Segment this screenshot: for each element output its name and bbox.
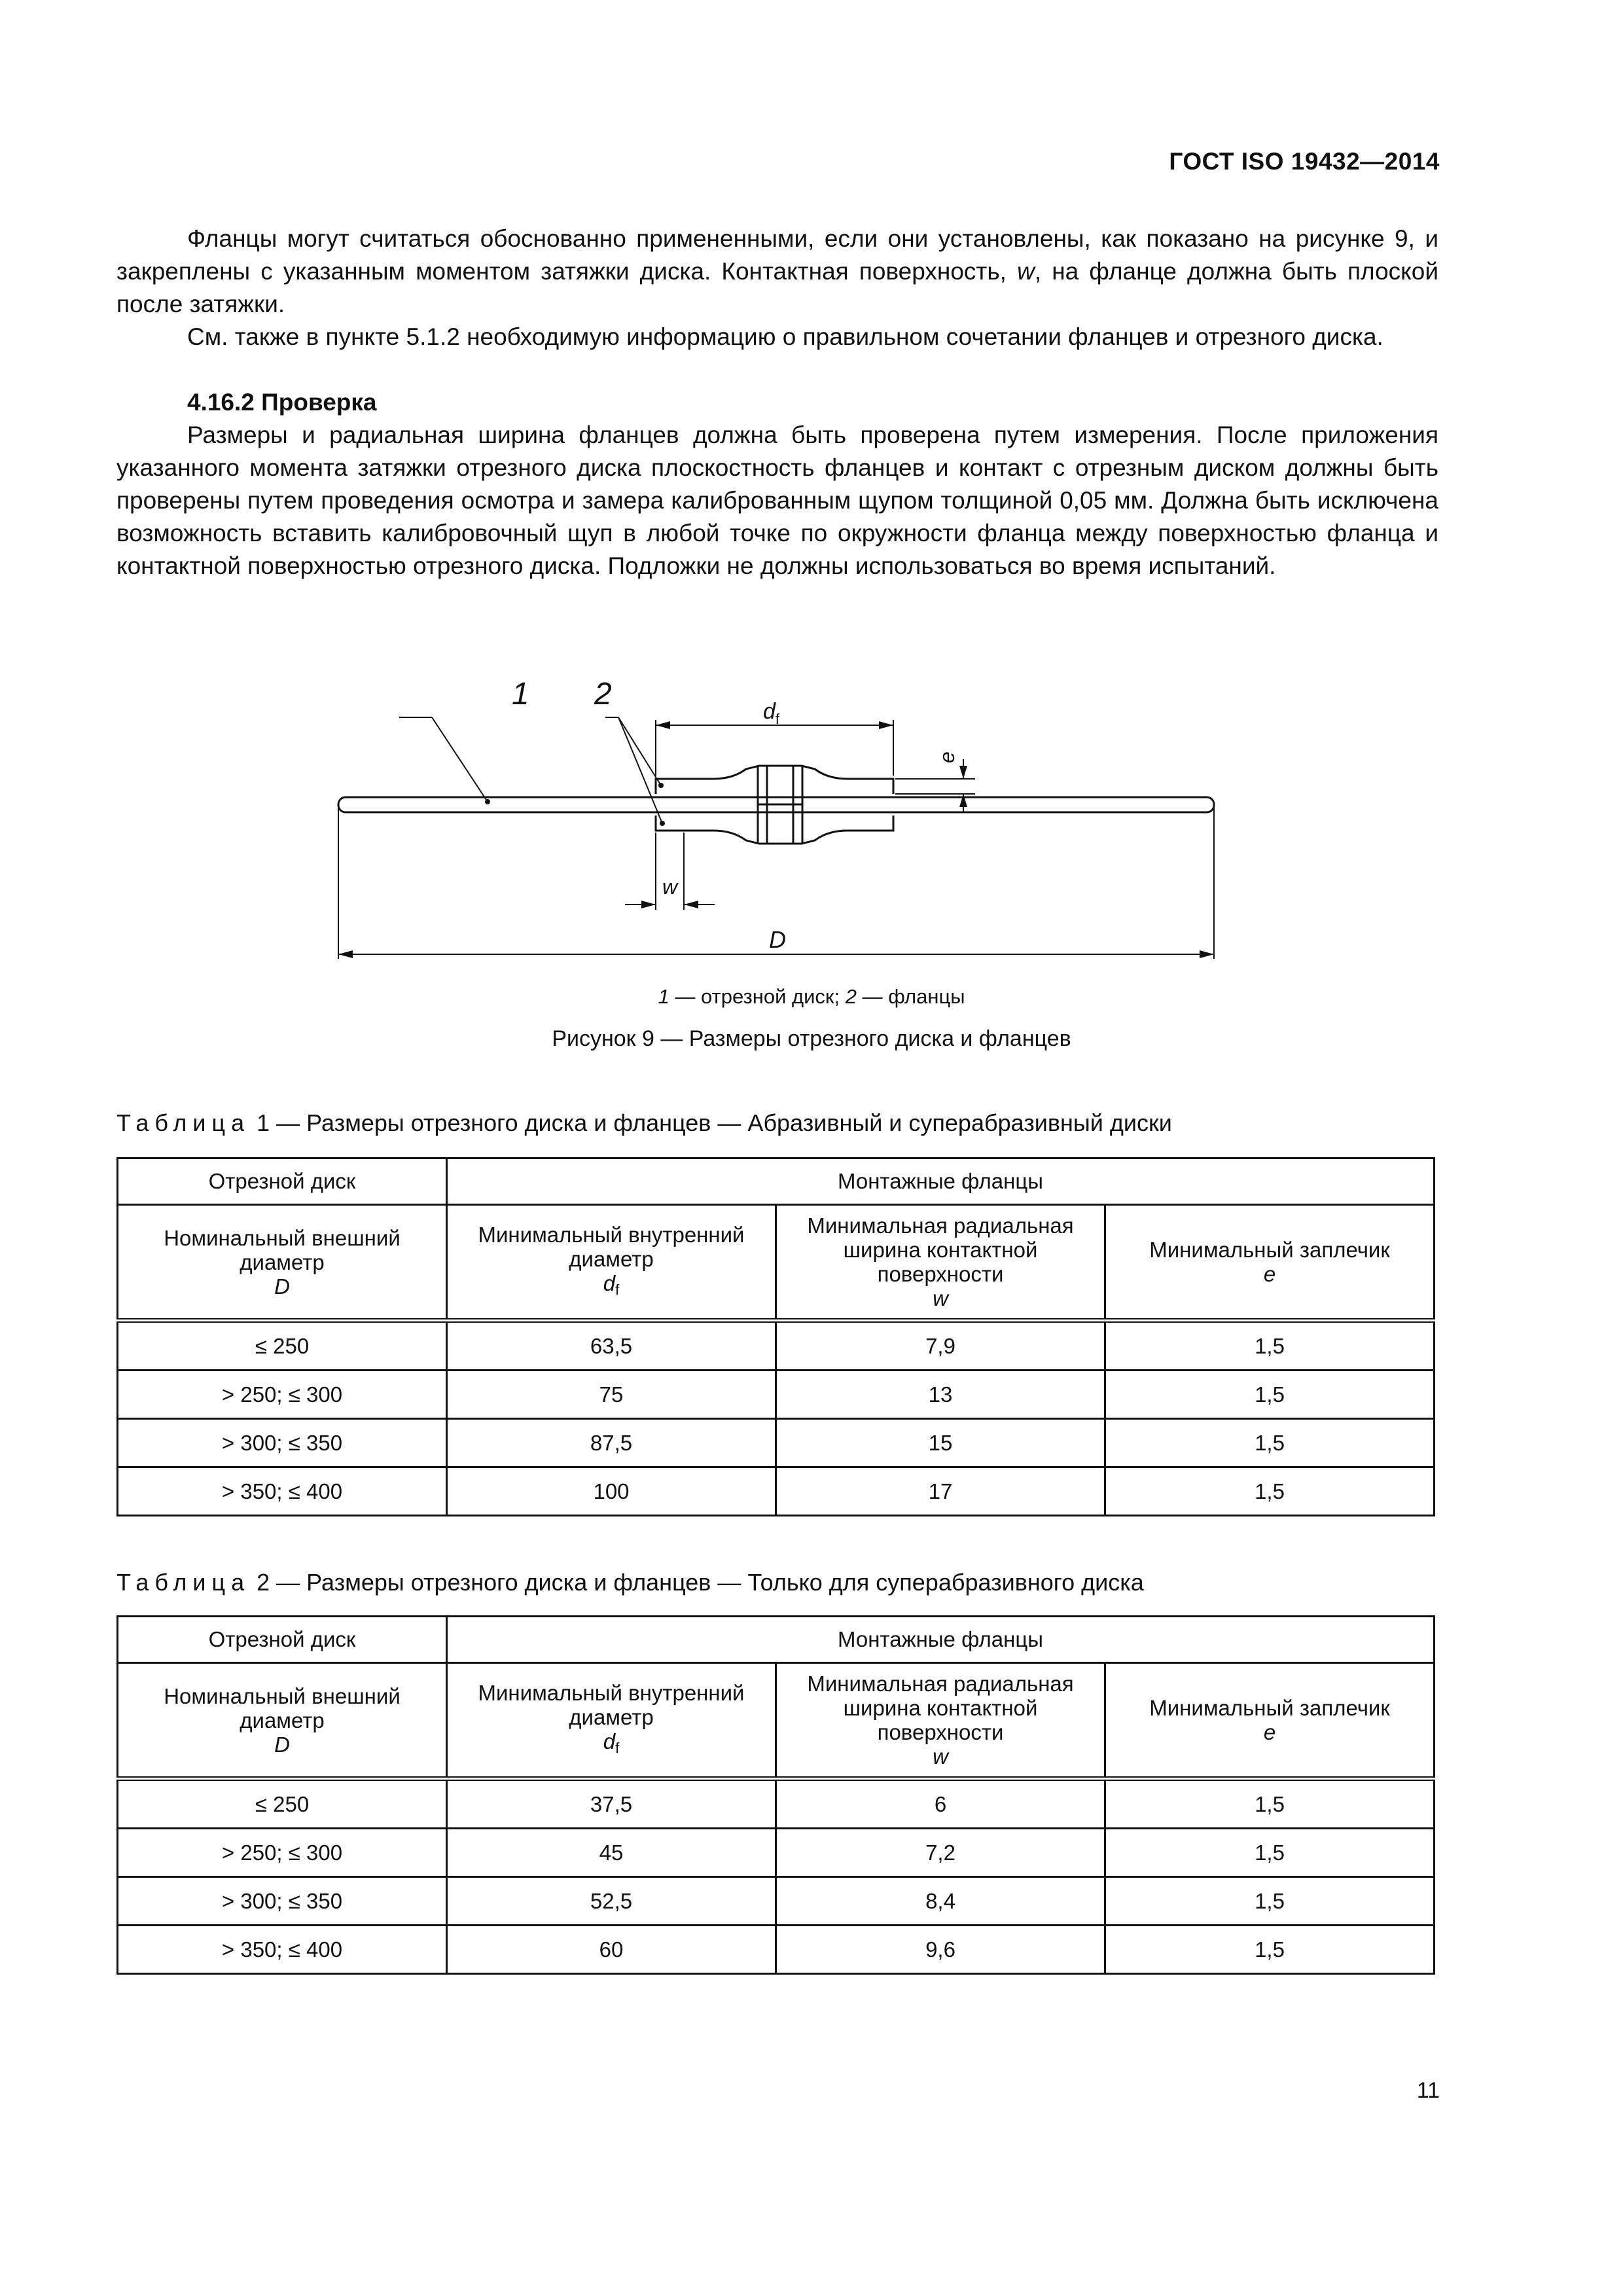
table2-group-disc: Отрезной диск — [118, 1617, 447, 1663]
table2-caption: Таблица 2 — Размеры отрезного диска и фланцев — Только для суперабразивного диска — [116, 1569, 1144, 1596]
table-cell: 8,4 — [776, 1877, 1105, 1926]
table-cell: > 350; ≤ 400 — [118, 1467, 447, 1516]
table-cell: > 350; ≤ 400 — [118, 1926, 447, 1974]
paragraph-verification: Размеры и радиальная ширина фланцев должна быть проверена путем измерения. После приложения указанного момента затяжки отрезного диска плоскостность фланцев и контакт с отрезным диском должны быть проверены путем проведения осмотра и замера калиброванным щупом толщиной 0,05 мм. Должна быть исключена возможность вставить калибровочный щуп в любой точке по окружности фланца между поверхностью фланца и контактной поверхностью отрезного диска. Подложки не должны использоваться во время испытаний. — [116, 422, 1438, 579]
table-cell: > 300; ≤ 350 — [118, 1877, 447, 1926]
table-row — [118, 1877, 1435, 1926]
table-row — [118, 1829, 1435, 1877]
table-row — [118, 1419, 1435, 1467]
table-cell: > 250; ≤ 300 — [118, 1829, 447, 1877]
table1-header-df: Минимальный внутренний диаметр $d_f$ — [447, 1205, 776, 1321]
table-cell: 1,5 — [1105, 1419, 1435, 1467]
table-cell: 1,5 — [1105, 1877, 1435, 1926]
document-id-header: ГОСТ ISO 19432—2014 — [1169, 148, 1440, 175]
table-cell: 52,5 — [447, 1877, 776, 1926]
label-D: D — [769, 926, 786, 953]
table-cell: 17 — [776, 1467, 1105, 1516]
table2-header-e: Минимальный заплечик e — [1105, 1663, 1435, 1779]
table-cell: > 300; ≤ 350 — [118, 1419, 447, 1467]
figure-caption: Рисунок 9 — Размеры отрезного диска и фланцев — [552, 1026, 1071, 1051]
label-w: w — [662, 875, 678, 899]
table1-header-w: Минимальная радиальная ширина контактной поверхности w — [776, 1205, 1105, 1321]
label-e: e — [935, 751, 959, 763]
table1-header-e: Минимальный заплечик e — [1105, 1205, 1435, 1321]
label-df: $d_f$ — [763, 699, 780, 727]
flange-top-shape — [656, 766, 893, 794]
table-cell: 87,5 — [447, 1419, 776, 1467]
table2-header-D: Номинальный внешний диаметр D — [118, 1663, 447, 1779]
table-cell: ≤ 250 — [118, 1779, 447, 1829]
table2 — [116, 1615, 1435, 1975]
table-row — [118, 1321, 1435, 1371]
table-cell: 100 — [447, 1467, 776, 1516]
table-cell: 9,6 — [776, 1926, 1105, 1974]
table-cell: 1,5 — [1105, 1926, 1435, 1974]
label-1: 1 — [512, 677, 529, 711]
paragraph-flanges-text-a: Фланцы могут считаться обоснованно примененными, если они установлены, как показано на рисунке 9, и закреплены с указанным моментом затяжки диска. Контактная поверхность, — [116, 225, 1438, 285]
paragraph-flanges-text-b: , на фланце должна быть плоской после затяжки. — [116, 258, 1438, 317]
cutting-disc-flanges-diagram — [327, 661, 1243, 982]
page-number: 11 — [1416, 2078, 1440, 2103]
table-cell: 13 — [776, 1371, 1105, 1419]
table-cell: 7,2 — [776, 1829, 1105, 1877]
table-cell: 1,5 — [1105, 1829, 1435, 1877]
table1-group-disc: Отрезной диск — [118, 1158, 447, 1205]
section-heading: 4.16.2 Проверка — [187, 389, 377, 416]
table2-header-df: Минимальный внутренний диаметр $d_f$ — [447, 1663, 776, 1779]
table-cell: 7,9 — [776, 1321, 1105, 1371]
figure-legend: 1 — отрезной диск; 2 — фланцы — [658, 985, 965, 1008]
table1-caption: Таблица 1 — Размеры отрезного диска и фланцев — Абразивный и суперабразивный диски — [116, 1109, 1172, 1136]
table-cell: 45 — [447, 1829, 776, 1877]
label-2: 2 — [594, 677, 612, 711]
table-cell: 6 — [776, 1779, 1105, 1829]
table-row — [118, 1779, 1435, 1829]
table-cell: 37,5 — [447, 1779, 776, 1829]
table2-group-flanges: Монтажные фланцы — [447, 1617, 1435, 1663]
table-cell: 15 — [776, 1419, 1105, 1467]
table-row — [118, 1371, 1435, 1419]
table1-header-D: Номинальный внешний диаметр D — [118, 1205, 447, 1321]
table2-header-w: Минимальная радиальная ширина контактной поверхности w — [776, 1663, 1105, 1779]
leader-2a — [618, 717, 661, 785]
paragraph-see-also: См. также в пункте 5.1.2 необходимую информацию о правильном сочетании фланцев и отрезного диска. — [187, 323, 1383, 350]
leader-1 — [432, 717, 488, 802]
flange-bottom-shape — [656, 816, 893, 844]
table-cell: 1,5 — [1105, 1467, 1435, 1516]
symbol-w: w — [1017, 258, 1035, 285]
table-cell: > 250; ≤ 300 — [118, 1371, 447, 1419]
table-cell: 1,5 — [1105, 1321, 1435, 1371]
table-cell: 1,5 — [1105, 1371, 1435, 1419]
table-row — [118, 1467, 1435, 1516]
table1 — [116, 1157, 1435, 1516]
table-cell: 60 — [447, 1926, 776, 1974]
table-cell: 63,5 — [447, 1321, 776, 1371]
table-cell: 1,5 — [1105, 1779, 1435, 1829]
table1-group-flanges: Монтажные фланцы — [447, 1158, 1435, 1205]
table-cell: 75 — [447, 1371, 776, 1419]
table-row — [118, 1926, 1435, 1974]
table-cell: ≤ 250 — [118, 1321, 447, 1371]
paragraph-flanges-application — [116, 223, 1438, 321]
